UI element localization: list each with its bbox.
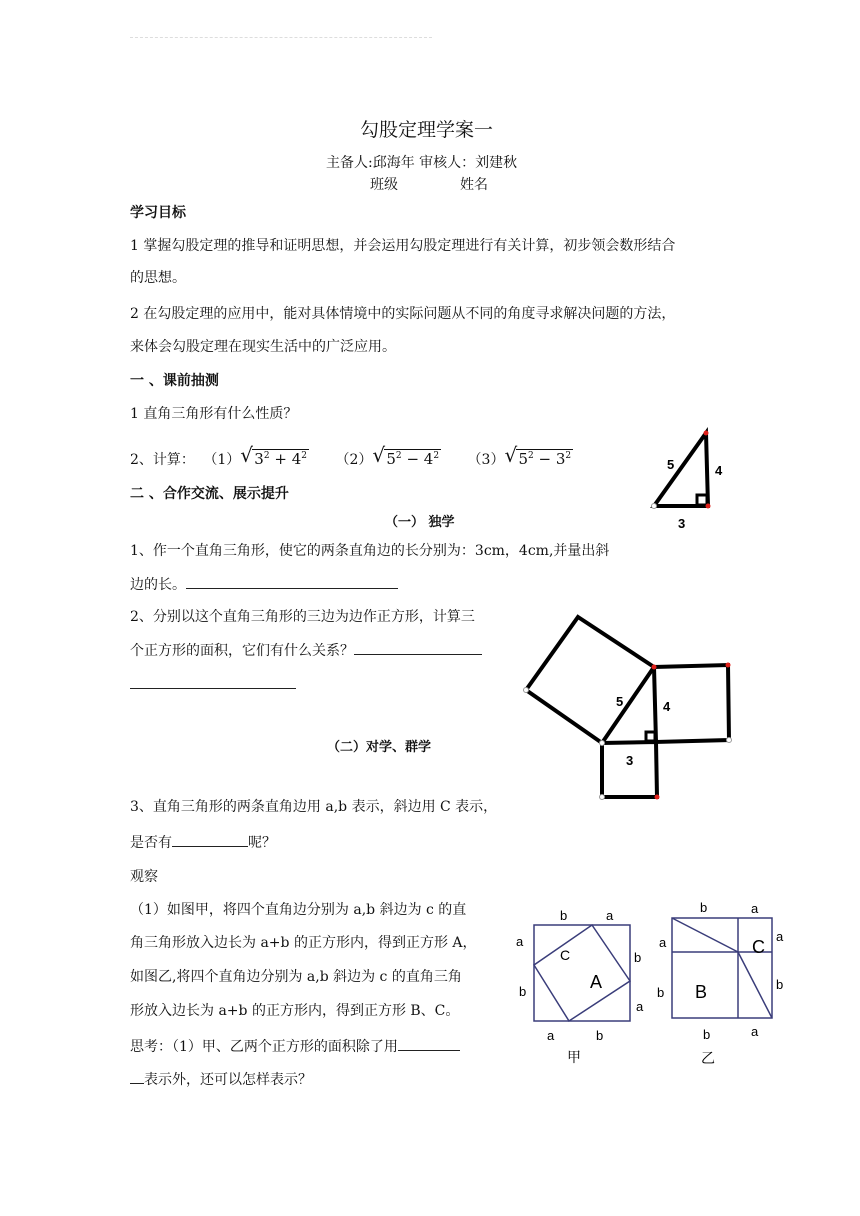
task2-line1: 2、分别以这个直角三角形的三边为边作正方形，计算三 (130, 609, 475, 625)
yi-label-c-small: C (752, 937, 765, 957)
calc-a-3: 5 (518, 450, 528, 468)
sq-vertex-4 (524, 688, 529, 693)
answer-blank-6[interactable] (130, 1069, 144, 1084)
calc-num-3: （3） (467, 452, 505, 468)
triangle-figure (640, 425, 730, 535)
sq-vertex-1 (652, 665, 657, 670)
jia-caption: 甲 (567, 1050, 581, 1066)
think-line1 (130, 1036, 460, 1057)
jia-right-a: a (636, 999, 644, 1014)
yi-diag-1 (672, 918, 738, 952)
answer-blank-1[interactable] (186, 574, 398, 589)
calc-item-1: （1） √ $3^2 + 4^2$ (203, 443, 307, 468)
yi-outer-square (672, 918, 772, 1018)
name-label: 姓名 (460, 177, 488, 193)
calc-a-1: 3 (254, 450, 264, 468)
vertex-left (652, 504, 657, 509)
square-hyp (526, 617, 654, 743)
think-line2 (130, 1069, 312, 1090)
yi-top-a: a (751, 901, 759, 916)
task1-line2 (130, 574, 398, 595)
page-title: 勾股定理学案一 (360, 119, 494, 141)
calc-item-2: （2） √ $5^2 - 4^2$ (335, 443, 440, 468)
jia-left-b: b (519, 984, 527, 999)
right-angle-mark (697, 495, 707, 505)
subsection1-heading: （一） 独学 (385, 515, 455, 530)
yi-right-b: b (776, 977, 784, 992)
calc-b-2: 4 (423, 450, 434, 468)
calc-num-1: （1） (203, 452, 241, 468)
calc-num-2: （2） (335, 452, 373, 468)
observe-line3: 如图乙,将四个直角边分别为 a,b 斜边为 c 的直角三角 (130, 969, 462, 985)
yi-left-a: a (659, 935, 667, 950)
yi-label-b-big: B (695, 982, 708, 1002)
observe-line2: 角三角形放入边长为 a+b 的正方形内，得到正方形 A， (130, 935, 477, 951)
yi-caption: 乙 (701, 1051, 715, 1067)
jia-outer-square (534, 925, 630, 1021)
answer-blank-3[interactable] (130, 688, 296, 689)
sq-vertex-6 (727, 738, 732, 743)
sq-vertex-2 (726, 663, 731, 668)
question2-label: 2、计算： (130, 452, 195, 468)
calc-op-2: − (406, 450, 420, 468)
task3-line2-b: 呢？ (248, 835, 276, 851)
task1-line2-text: 边的长。 (130, 577, 186, 593)
goal2-line1: 2 在勾股定理的应用中，能对具体情境中的实际问题从不同的角度寻求解决问题的方法， (130, 306, 676, 322)
yi-bottom-a: a (751, 1024, 759, 1039)
calc-b-3: 3 (555, 450, 566, 468)
section2-heading: 二 、合作交流、展示提升 (130, 486, 289, 502)
goal1-line2: 的思想。 (130, 270, 186, 286)
observe-label: 观察 (130, 869, 158, 885)
jia-top-a: a (606, 908, 614, 923)
calc-b-1: 4 (291, 450, 302, 468)
jia-label-c: C (560, 947, 571, 963)
sq-label-hyp: 5 (616, 694, 624, 709)
section1-heading: 一 、课前抽测 (130, 373, 219, 389)
goals-heading: 学习目标 (130, 205, 186, 221)
question1: 1 直角三角形有什么性质？ (130, 406, 298, 422)
yi-right-a: a (776, 929, 784, 944)
jia-label-a-center: A (590, 972, 603, 992)
sq-vertex-7 (600, 795, 605, 800)
vertex-top (704, 431, 709, 436)
yi-top-b: b (700, 900, 708, 915)
label-hyp: 5 (667, 457, 675, 472)
yi-diag-2 (738, 952, 772, 1018)
vertex-right (706, 504, 711, 509)
subsection2-heading: （二）对学、群学 (327, 740, 432, 755)
jia-top-b: b (560, 908, 568, 923)
jia-right-b: b (634, 950, 642, 965)
jia-inner-square (534, 925, 630, 1021)
label-leg-v: 4 (715, 463, 723, 478)
task1-line1: 1、作一个直角三角形，使它的两条直角边的长分别为：3cm，4cm,并量出斜 (130, 543, 610, 559)
jia-bottom-a: a (547, 1028, 555, 1043)
sq-label-leg-v: 4 (663, 699, 671, 714)
calc-op-3: − (538, 450, 552, 468)
figure-jia (512, 898, 652, 1073)
task3-line2 (130, 832, 276, 853)
authors-line: 主备人:邱海年 审核人：刘建秋 (326, 155, 518, 171)
think-line2-text: 表示外，还可以怎样表示？ (144, 1072, 312, 1088)
yi-bottom-b: b (703, 1027, 711, 1042)
jia-bottom-b: b (596, 1028, 604, 1043)
answer-blank-5[interactable] (398, 1036, 460, 1051)
square-leg-h (602, 742, 657, 797)
question2 (130, 443, 573, 470)
answer-blank-2[interactable] (354, 640, 482, 655)
squares-figure (520, 610, 740, 810)
task3-line2-a: 是否有 (130, 835, 172, 851)
class-label: 班级 (370, 177, 398, 193)
goal1-line1: 1 掌握勾股定理的推导和证明思想，并会运用勾股定理进行有关计算，初步领会数形结合 (130, 238, 676, 254)
label-leg-h: 3 (678, 516, 686, 531)
observe-line1: （1）如图甲，将四个直角边分别为 a,b 斜边为 c 的直 (130, 902, 467, 918)
task2-line2 (130, 640, 482, 661)
calc-op-1: + (274, 450, 287, 468)
right-angle-mark-2 (646, 732, 655, 741)
jia-left-a: a (516, 934, 524, 949)
observe-line4: 形放入边长为 a+b 的正方形内，得到正方形 B、C。 (130, 1003, 460, 1019)
calc-a-2: 5 (386, 450, 396, 468)
figure-yi (655, 895, 795, 1073)
sq-vertex-3 (655, 795, 660, 800)
task3-line1: 3、直角三角形的两条直角边用 a,b 表示，斜边用 C 表示， (130, 799, 498, 815)
sq-label-leg-h: 3 (626, 753, 634, 768)
think-line1-text: 思考：（1）甲、乙两个正方形的面积除了用 (130, 1039, 398, 1055)
yi-left-b: b (657, 985, 665, 1000)
calc-item-3: （3） √ $5^2 - 3^2$ (467, 443, 572, 468)
answer-blank-4[interactable] (172, 832, 248, 847)
task2-line2-text: 个正方形的面积，它们有什么关系？ (130, 643, 354, 659)
goal2-line2: 来体会勾股定理在现实生活中的广泛应用。 (130, 339, 396, 355)
sq-vertex-5 (600, 741, 605, 746)
header-rule (130, 37, 432, 38)
